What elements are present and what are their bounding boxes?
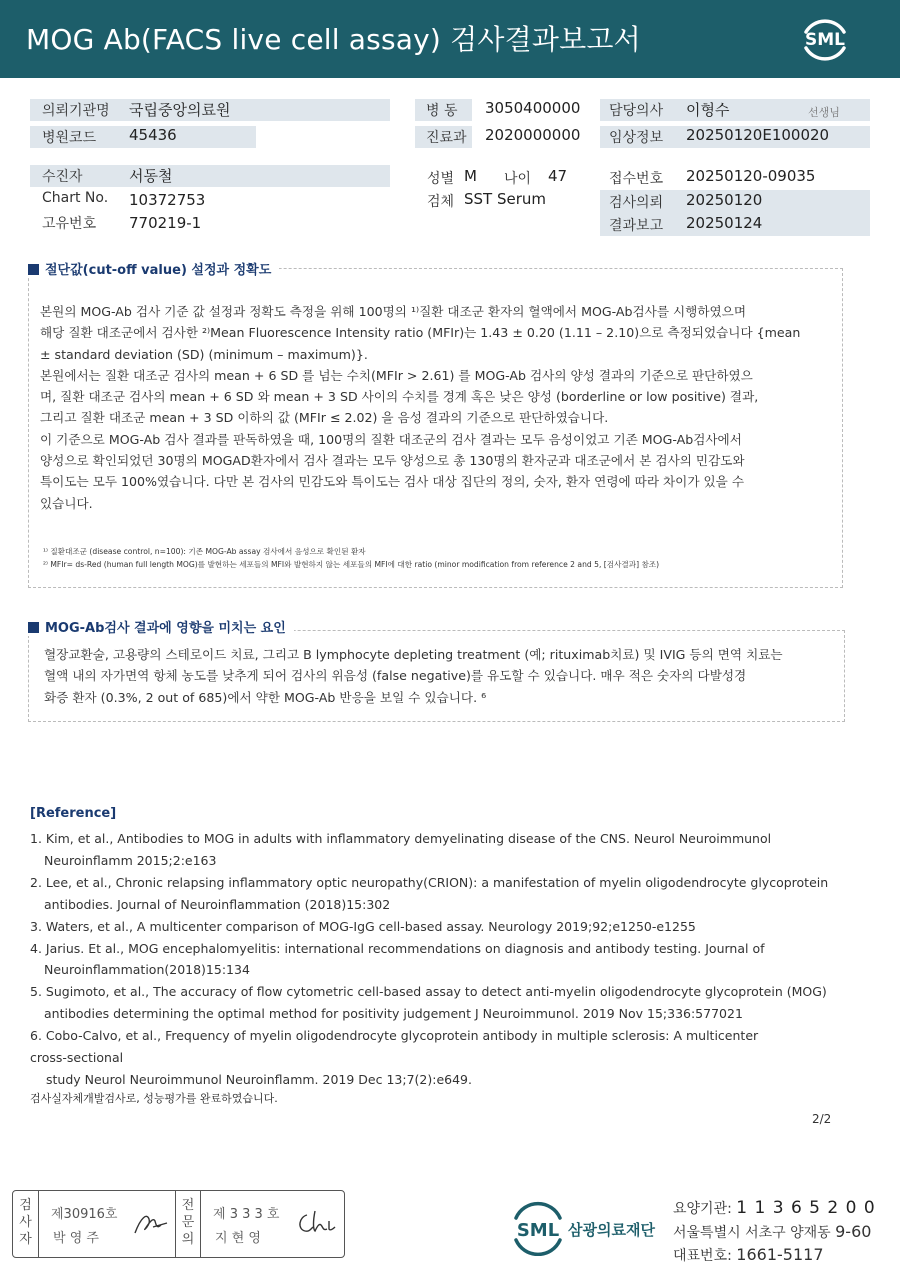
receipt-value: 20250120-09035 — [686, 167, 816, 185]
svg-text:삼광의료재단: 삼광의료재단 — [568, 1221, 655, 1239]
sml-foundation-logo-icon — [510, 1200, 660, 1256]
square-bullet-icon — [28, 622, 39, 633]
specimen-label: 검체 — [427, 194, 455, 210]
report-value: 20250124 — [686, 214, 763, 232]
phone-value: 1661-5117 — [736, 1245, 824, 1264]
examiner-license: 제30916호 — [51, 1207, 118, 1222]
reference-line: antibodies determining the optimal method for positivity judgement J Neuroimmunol. 2019 Nov 15;336:577021 — [44, 1006, 743, 1022]
signature-box — [12, 1190, 345, 1258]
specialist-license: 제 3 3 3 호 — [213, 1207, 280, 1222]
paragraph-line: 해당 질환 대조군에서 검사한 ²⁾Mean Fluorescence Intensity ratio (MFIr)는 1.43 ± 0.20 (1.11 – 2.10)으로 측정되었습니다 {mean — [40, 325, 801, 341]
reference-line: 4. Jarius. Et al., MOG encephalomyelitis: international recommendations on diagnosis and antibody testing. Journal of — [30, 940, 765, 956]
institution-value: 국립중앙의료원 — [129, 101, 231, 119]
cutoff-paragraph — [40, 301, 832, 514]
report-label: 결과보고 — [609, 218, 664, 234]
paragraph-line: 그리고 질환 대조군 mean + 3 SD 이하의 값 (MFIr ≤ 2.02) 을 음성 결과의 기준으로 판단하였습니다. — [40, 410, 609, 426]
institution-code-line — [673, 1198, 876, 1218]
chart-label: Chart No. — [42, 190, 109, 206]
id-value: 770219-1 — [129, 214, 202, 232]
specialist-side-label: 전 문 의 — [175, 1191, 201, 1257]
address-label: 서울특별시 서초구 양재동 — [673, 1225, 831, 1241]
dept-value: 2020000000 — [485, 126, 581, 144]
paragraph-line: ± standard deviation (SD) (minimum – maximum)}. — [40, 346, 368, 362]
hospital-code-value: 45436 — [129, 126, 177, 144]
paragraph-line: 며, 질환 대조군 검사의 mean + 6 SD 와 mean + 3 SD 사이의 수치를 경계 혹은 낮은 양성 (borderline or low positive) 결과, — [40, 389, 759, 405]
ward-value: 3050400000 — [485, 99, 581, 117]
patient-row — [30, 165, 390, 187]
specialist-signature-icon — [293, 1207, 337, 1237]
report-header — [0, 0, 900, 78]
institution-code-label: 요양기관: — [673, 1201, 732, 1217]
examiner-side-label: 검 사 자 — [13, 1191, 39, 1257]
paragraph-line: 혈액 내의 자가면역 항체 농도를 낮추게 되어 검사의 위음성 (false negative)를 유도할 수 있습니다. 매우 적은 숫자의 다발성경 — [44, 668, 747, 684]
reference-line: 5. Sugimoto, et al., The accuracy of flow cytometric cell-based assay to detect anti-myelin oligodendrocyte glycoprotein (MOG) — [30, 984, 827, 1000]
svg-text:SML: SML — [805, 30, 845, 50]
receipt-label: 접수번호 — [609, 171, 664, 187]
patient-label: 수진자 — [42, 169, 83, 185]
reference-title: [Reference] — [30, 806, 117, 821]
paragraph-line: 본원에서는 질환 대조군 검사의 mean + 6 SD 를 넘는 수치(MFIr > 2.61) 를 MOG-Ab 검사의 양성 결과의 기준으로 판단하였으 — [40, 367, 753, 383]
institution-label: 의뢰기관명 — [42, 103, 110, 119]
paragraph-line: 이 기준으로 MOG-Ab 검사 결과를 판독하였을 때, 100명의 질환 대조군의 검사 결과는 모두 음성이었고 기존 MOG-Ab검사에서 — [40, 431, 742, 447]
request-value: 20250120 — [686, 191, 763, 209]
sex-value: M — [464, 167, 477, 185]
reference-list — [30, 828, 850, 1091]
doctor-label: 담당의사 — [609, 103, 664, 119]
paragraph-line: 혈장교환술, 고용량의 스테로이드 치료, 그리고 B lymphocyte depleting treatment (예; rituximab치료) 및 IVIG 등의 면역 치료는 — [44, 647, 783, 662]
hospital-code-label: 병원코드 — [42, 130, 97, 146]
reference-line: 3. Waters, et al., A multicenter comparison of MOG-IgG cell-based assay. Neurology 2019;92;e1250-e1255 — [30, 918, 696, 934]
ward-label: 병 동 — [426, 103, 458, 119]
page-number: 2/2 — [812, 1112, 832, 1126]
reference-line: Neuroinflammation(2018)15:134 — [44, 962, 250, 978]
reference-line: cross-sectional — [30, 1050, 124, 1066]
phone-line — [673, 1245, 824, 1265]
svg-text:SML: SML — [516, 1220, 560, 1241]
reference-line: antibodies. Journal of Neuroinflammation (2018)15:302 — [44, 896, 391, 912]
address-line — [673, 1222, 871, 1242]
footnote-2: ²⁾ MFIr= ds-Red (human full length MOG)를 발현하는 세포들의 MFI와 발현하지 않는 세포들의 MFI에 대한 ratio (minor modification from reference 2 and 5, [검사결과] 참조) — [43, 560, 660, 569]
sex-label: 성별 — [427, 171, 455, 187]
paragraph-line: 양성으로 확인되었던 30명의 MOGAD환자에서 검사 결과는 모두 양성으로 총 130명의 환자군과 대조군에서 본 검사의 민감도와 — [40, 453, 745, 469]
sml-logo-icon — [798, 12, 852, 66]
reference-line: 6. Cobo-Calvo, et al., Frequency of myelin oligodendrocyte glycoprotein antibody in multiple sclerosis: A multicenter — [30, 1028, 759, 1044]
id-label: 고유번호 — [42, 216, 97, 232]
footnote-1: ¹⁾ 질환대조군 (disease control, n=100): 기존 MOG-Ab assay 검사에서 음성으로 확인된 환자 — [43, 547, 366, 556]
factors-paragraph — [44, 644, 834, 708]
paragraph-line: 특이도는 모두 100%였습니다. 다만 본 검사의 민감도와 특이도는 검사 대상 집단의 정의, 숫자, 환자 연령에 따라 차이가 있을 수 — [40, 474, 745, 490]
age-value: 47 — [548, 167, 568, 185]
reference-line: Neuroinflamm 2015;2:e163 — [44, 852, 217, 868]
report-title: MOG Ab(FACS live cell assay) 검사결과보고서 — [26, 23, 641, 56]
completion-note: 검사실자체개발검사로, 성능평가를 완료하였습니다. — [30, 1092, 278, 1105]
reference-line: 1. Kim, et al., Antibodies to MOG in adults with inflammatory demyelinating disease of the CNS. Neurol Neuroimmunol — [30, 831, 772, 846]
square-bullet-icon — [28, 264, 39, 275]
cutoff-section-title: 절단값(cut-off value) 설정과 정확도 — [28, 259, 279, 278]
clinical-value: 20250120E100020 — [686, 126, 830, 144]
phone-label: 대표번호: — [673, 1248, 732, 1264]
examiner-name: 박 영 주 — [53, 1231, 99, 1246]
chart-value: 10372753 — [129, 191, 206, 209]
doctor-suffix: 선생님 — [808, 106, 840, 119]
paragraph-line: 본원의 MOG-Ab 검사 기준 값 설정과 정확도 측정을 위해 100명의 ¹⁾질환 대조군 환자의 혈액에서 MOG-Ab검사를 시행하였으며 — [40, 304, 747, 319]
examiner-signature-icon — [131, 1209, 171, 1239]
factors-section-title: MOG-Ab검사 결과에 영향을 미치는 요인 — [28, 617, 294, 636]
reference-line: 2. Lee, et al., Chronic relapsing inflammatory optic neuropathy(CRION): a manifestation of myelin oligodendrocyte glycoprotein — [30, 874, 829, 890]
paragraph-line: 화증 환자 (0.3%, 2 out of 685)에서 약한 MOG-Ab 반응을 보일 수 있습니다. ⁶ — [44, 689, 487, 705]
dept-label: 진료과 — [426, 130, 467, 146]
institution-code-value: 1 1 3 6 5 2 0 0 — [736, 1198, 876, 1218]
paragraph-line: 있습니다. — [40, 495, 93, 511]
address-value: 9-60 — [835, 1222, 872, 1241]
reference-line: study Neurol Neuroimmunol Neuroinflamm. 2019 Dec 13;7(2):e649. — [46, 1071, 472, 1087]
clinical-label: 임상정보 — [609, 130, 664, 146]
specialist-name: 지 현 영 — [215, 1231, 261, 1246]
patient-value: 서동철 — [129, 167, 173, 185]
age-label: 나이 — [504, 171, 532, 187]
specimen-value: SST Serum — [464, 190, 547, 208]
request-label: 검사의뢰 — [609, 195, 664, 211]
doctor-value: 이형수 — [686, 101, 730, 119]
footer-logo — [510, 1200, 660, 1260]
